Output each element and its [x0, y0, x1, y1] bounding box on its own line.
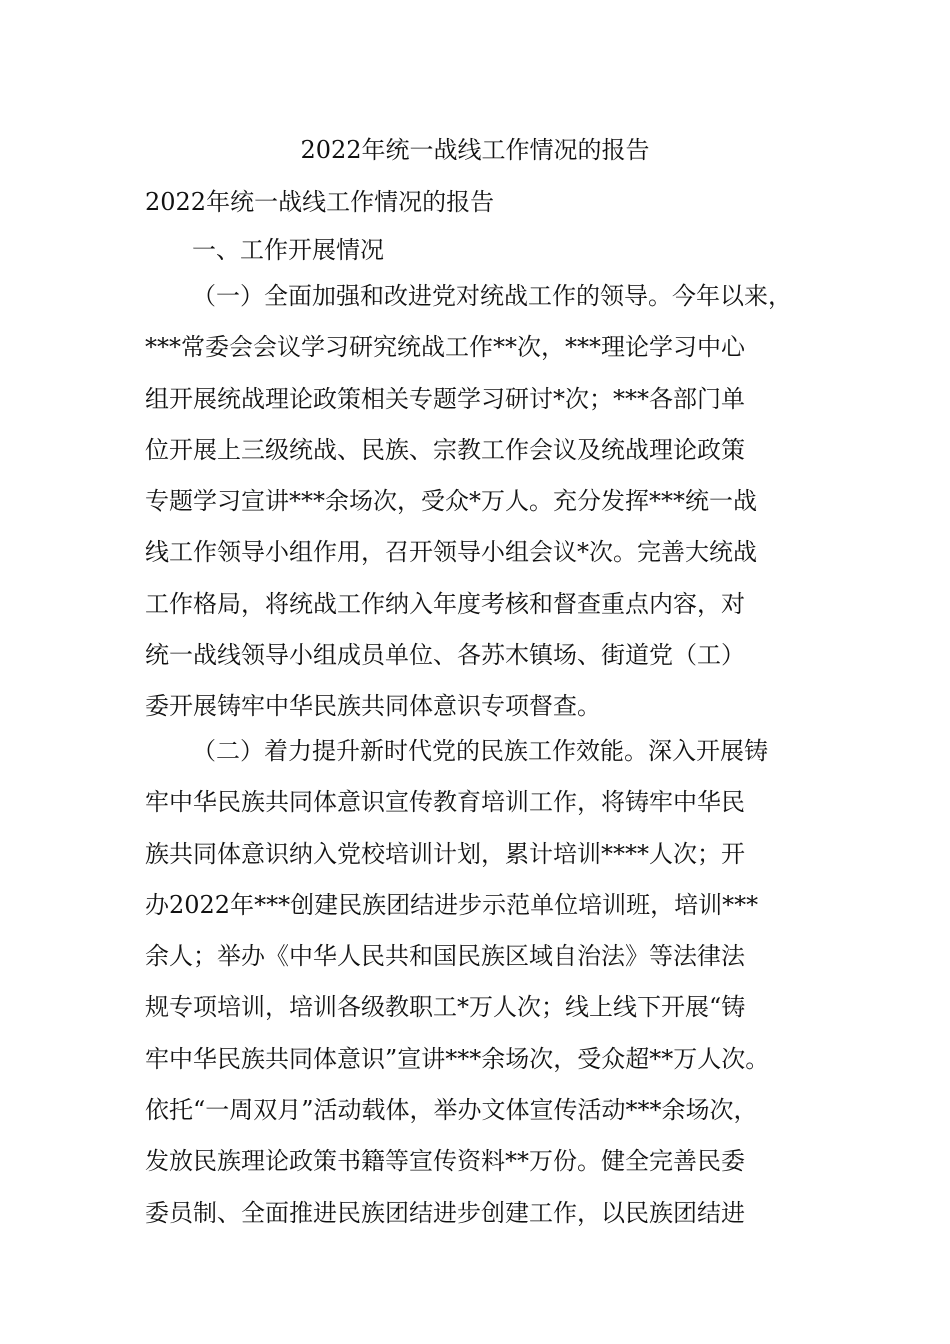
paragraph-line: 组开展统战理论政策相关专题学习研讨*次；***各部门单 — [145, 384, 745, 413]
paragraph-line: 族共同体意识纳入党校培训计划，累计培训****人次；开 — [145, 839, 745, 868]
paragraph-line: 发放民族理论政策书籍等宣传资料**万份。健全完善民委 — [145, 1147, 745, 1176]
paragraph-line: 规专项培训，培训各级教职工*万人次；线上线下开展“铸 — [145, 993, 746, 1022]
paragraph-line: 牢中华民族共同体意识”宣讲***余场次，受众超**万人次。 — [145, 1044, 770, 1073]
paragraph-line: 余人；举办《中华人民共和国民族区域自治法》等法律法 — [145, 942, 745, 971]
paragraph-line: 线工作领导小组作用，召开领导小组会议*次。完善大统战 — [145, 538, 757, 567]
paragraph-line: 委开展铸牢中华民族共同体意识专项督查。 — [145, 692, 601, 721]
document-title: 2022年统一战线工作情况的报告 — [300, 136, 650, 164]
paragraph-leadership — [145, 271, 825, 733]
paragraph-ethnic-work — [145, 726, 825, 1239]
section-heading: 一、工作开展情况 — [192, 236, 384, 264]
paragraph-line: 专题学习宣讲***余场次，受众*万人。充分发挥***统一战 — [145, 487, 757, 516]
paragraph-line: （一）全面加强和改进党对统战工作的领导。今年以来， — [192, 282, 792, 310]
paragraph-line: 委员制、全面推进民族团结进步创建工作，以民族团结进 — [145, 1198, 745, 1227]
paragraph-line: 办2022年***创建民族团结进步示范单位培训班，培训*** — [145, 890, 759, 919]
paragraph-line: ***常委会会议学习研究统战工作**次，***理论学习中心 — [145, 333, 745, 362]
paragraph-line: 工作格局，将统战工作纳入年度考核和督查重点内容，对 — [145, 589, 745, 618]
paragraph-line: 统一战线领导小组成员单位、各苏木镇场、街道党（工） — [145, 641, 745, 670]
document-subtitle: 2022年统一战线工作情况的报告 — [145, 188, 495, 216]
paragraph-line: 牢中华民族共同体意识宣传教育培训工作，将铸牢中华民 — [145, 788, 745, 817]
paragraph-line: 位开展上三级统战、民族、宗教工作会议及统战理论政策 — [145, 435, 745, 464]
paragraph-line: （二）着力提升新时代党的民族工作效能。深入开展铸 — [192, 737, 768, 765]
paragraph-line: 依托“一周双月”活动载体，举办文体宣传活动***余场次， — [145, 1096, 758, 1125]
